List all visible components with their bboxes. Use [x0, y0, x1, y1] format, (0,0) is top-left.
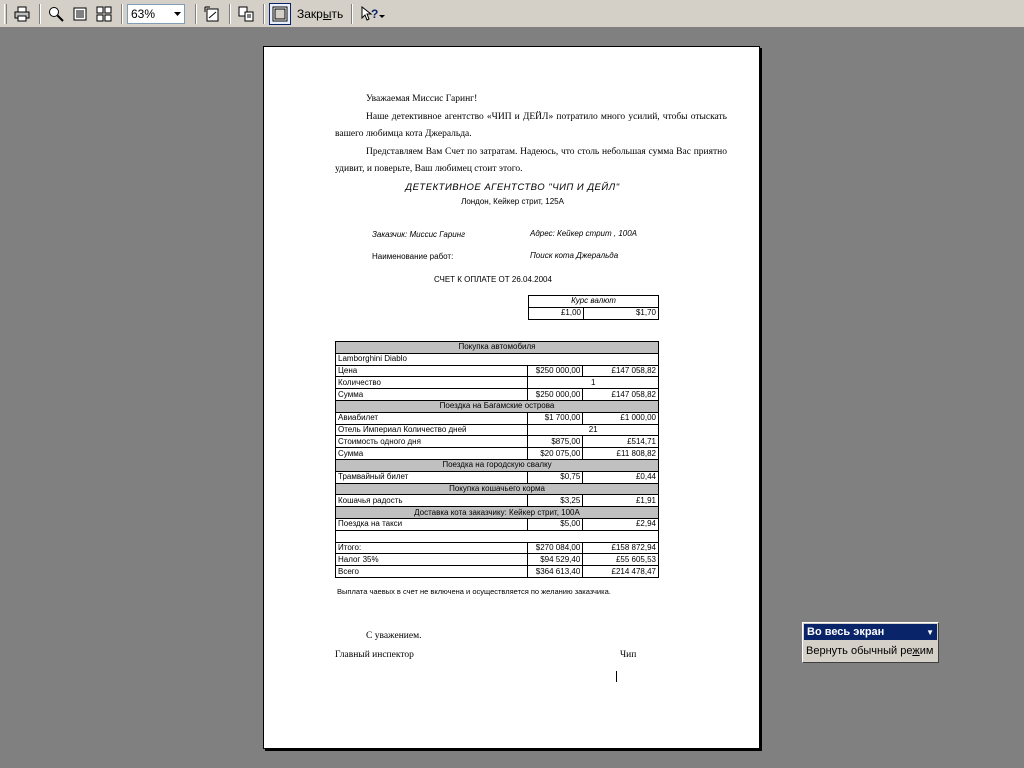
toolbar-separator: [39, 4, 41, 24]
customer-name: Заказчик: Миссис Гаринг: [372, 230, 466, 239]
table-row: [336, 342, 659, 354]
currency-rates-table: [528, 295, 659, 320]
chevron-down-icon[interactable]: ▼: [926, 627, 934, 637]
regards: С уважением.: [366, 631, 422, 641]
table-row: [336, 495, 659, 507]
gbp-cell: £158 872,94: [583, 542, 659, 554]
usd-cell: $250 000,00: [528, 365, 583, 377]
item-label: Трамвайный билет: [336, 471, 528, 483]
invoice-title: СЧЕТ К ОПЛАТЕ ОТ 26.04.2004: [434, 275, 552, 284]
table-row: [336, 483, 659, 495]
table-row: [336, 412, 659, 424]
item-label: Сумма: [336, 389, 528, 401]
usd-cell: $5,00: [528, 518, 583, 530]
table-row: [336, 400, 659, 412]
usd-cell: $1 700,00: [528, 412, 583, 424]
gbp-cell: £0,44: [583, 471, 659, 483]
gbp-cell: £2,94: [583, 518, 659, 530]
zoom-button[interactable]: [45, 3, 67, 25]
invoice-table: [335, 341, 659, 578]
section-header: Доставка кота заказчику: Кейкер стрит, 100А: [336, 507, 659, 519]
usd-cell: $364 613,40: [528, 566, 583, 578]
days-cell: 21: [528, 424, 659, 436]
item-label: Стоимость одного дня: [336, 436, 528, 448]
table-row: [336, 471, 659, 483]
table-row: [336, 554, 659, 566]
close-label-post: ть: [331, 6, 344, 21]
rate-usd: $1,70: [584, 307, 659, 319]
restore-label-pre: Вернуть обычный ре: [806, 645, 913, 657]
context-help-icon: [361, 6, 379, 22]
view-ruler-icon: [204, 6, 220, 22]
gbp-cell: £214 478,47: [583, 566, 659, 578]
usd-cell: $875,00: [528, 436, 583, 448]
table-row: [336, 459, 659, 471]
item-label: Сумма: [336, 448, 528, 460]
gbp-cell: £1 000,00: [583, 412, 659, 424]
gbp-cell: £1,91: [583, 495, 659, 507]
zoom-icon: [48, 6, 64, 22]
signer-title: Главный инспектор: [335, 650, 414, 660]
context-help-button[interactable]: [361, 6, 385, 22]
preview-page: [263, 46, 760, 749]
agency-address: Лондон, Кейкер стрит, 125А: [461, 197, 564, 206]
toolbar-separator: [351, 4, 353, 24]
table-row: [336, 542, 659, 554]
table-row: [336, 389, 659, 401]
section-header: Поездка на Багамские острова: [336, 400, 659, 412]
one-page-icon: [72, 6, 88, 22]
full-screen-icon: [272, 6, 288, 22]
item-label: Итого:: [336, 542, 528, 554]
work-label: Наименование работ:: [372, 252, 454, 261]
table-row: [336, 448, 659, 460]
usd-cell: $94 529,40: [528, 554, 583, 566]
restore-normal-view-button[interactable]: [803, 641, 938, 661]
item-label: Отель Империал Количество дней: [336, 424, 528, 436]
svg-text:?: ?: [371, 6, 379, 21]
toolbar-separator: [229, 4, 231, 24]
agency-name: ДЕТЕКТИВНОЕ АГЕНТСТВО "ЧИП И ДЕЙЛ": [405, 182, 620, 193]
letter-paragraph-1: Наше детективное агентство «ЧИП и ДЕЙЛ» потратило много усилий, чтобы отыскать вашего любимца кота Джеральда.: [335, 112, 727, 139]
print-button[interactable]: [11, 3, 33, 25]
print-preview-toolbar: [0, 0, 1024, 28]
table-row: [336, 566, 659, 578]
gbp-cell: £147 058,82: [583, 365, 659, 377]
shrink-to-fit-button[interactable]: [235, 3, 257, 25]
gbp-cell: £514,71: [583, 436, 659, 448]
text-cursor: [616, 671, 617, 682]
table-row: [336, 377, 659, 389]
table-row: [336, 353, 659, 365]
signer-name: Чип: [620, 650, 637, 660]
print-icon: [14, 6, 30, 22]
toolbar-separator: [195, 4, 197, 24]
toolbar-grip[interactable]: [4, 4, 7, 24]
section-header: Покупка автомобиля: [336, 342, 659, 354]
item-label: Поездка на такси: [336, 518, 528, 530]
toolbar-separator: [121, 4, 123, 24]
shrink-to-fit-icon: [238, 6, 254, 22]
usd-cell: $250 000,00: [528, 389, 583, 401]
usd-cell: $0,75: [528, 471, 583, 483]
section-header: Покупка кошачьего корма: [336, 483, 659, 495]
table-row: [336, 424, 659, 436]
table-row: [336, 530, 659, 542]
usd-cell: $20 075,00: [528, 448, 583, 460]
multiple-pages-button[interactable]: [93, 3, 115, 25]
close-button[interactable]: [293, 3, 347, 25]
gbp-cell: £147 058,82: [583, 389, 659, 401]
tips-note: Выплата чаевых в счет не включена и осуществляется по желанию заказчика.: [337, 587, 611, 596]
usd-cell: $270 084,00: [528, 542, 583, 554]
table-row: [336, 518, 659, 530]
view-ruler-button[interactable]: [201, 3, 223, 25]
letter-paragraph-2: Представляем Вам Счет по затратам. Надеюсь, что столь небольшая сумма Вас приятно удивит, и поверьте, Ваш любимец стоит этого.: [335, 147, 727, 174]
customer-address: Адрес: Кейкер стрит , 100А: [530, 229, 638, 238]
section-header: Поездка на городскую свалку: [336, 459, 659, 471]
gbp-cell: £11 808,82: [583, 448, 659, 460]
item-label: Налог 35%: [336, 554, 528, 566]
full-screen-toolbar: [802, 622, 939, 663]
gbp-cell: £55 605,53: [583, 554, 659, 566]
table-row: [336, 365, 659, 377]
chevron-down-icon: [379, 9, 385, 19]
qty-cell: 1: [528, 377, 659, 389]
rate-gbp: £1,00: [529, 307, 584, 319]
toolbar-separator: [263, 4, 265, 24]
item-label: Авиабилет: [336, 412, 528, 424]
item-label: Всего: [336, 566, 528, 578]
work-value: Поиск кота Джеральда: [530, 251, 619, 260]
full-screen-title-label: Во весь экран: [807, 626, 885, 638]
one-page-button[interactable]: [69, 3, 91, 25]
usd-cell: $3,25: [528, 495, 583, 507]
multiple-pages-icon: [96, 6, 112, 22]
table-row: [336, 436, 659, 448]
zoom-value: 63%: [131, 6, 156, 21]
item-label: Кошачья радость: [336, 495, 528, 507]
greeting: Уважаемая Миссис Гаринг!: [366, 94, 478, 104]
table-row: [336, 507, 659, 519]
item-label: Lamborghini Diablo: [336, 353, 659, 365]
full-screen-toolbar-title[interactable]: [804, 624, 937, 640]
chevron-down-icon[interactable]: [170, 5, 184, 23]
full-screen-button[interactable]: [269, 3, 291, 25]
restore-label-post: им: [919, 645, 934, 657]
close-label-accel: ы: [322, 6, 332, 21]
restore-label-accel: ж: [912, 645, 920, 657]
rates-header: Курс валют: [529, 296, 659, 308]
close-label-pre: Закр: [297, 6, 323, 21]
item-label: Количество: [336, 377, 528, 389]
zoom-select[interactable]: [127, 4, 185, 24]
item-label: Цена: [336, 365, 528, 377]
